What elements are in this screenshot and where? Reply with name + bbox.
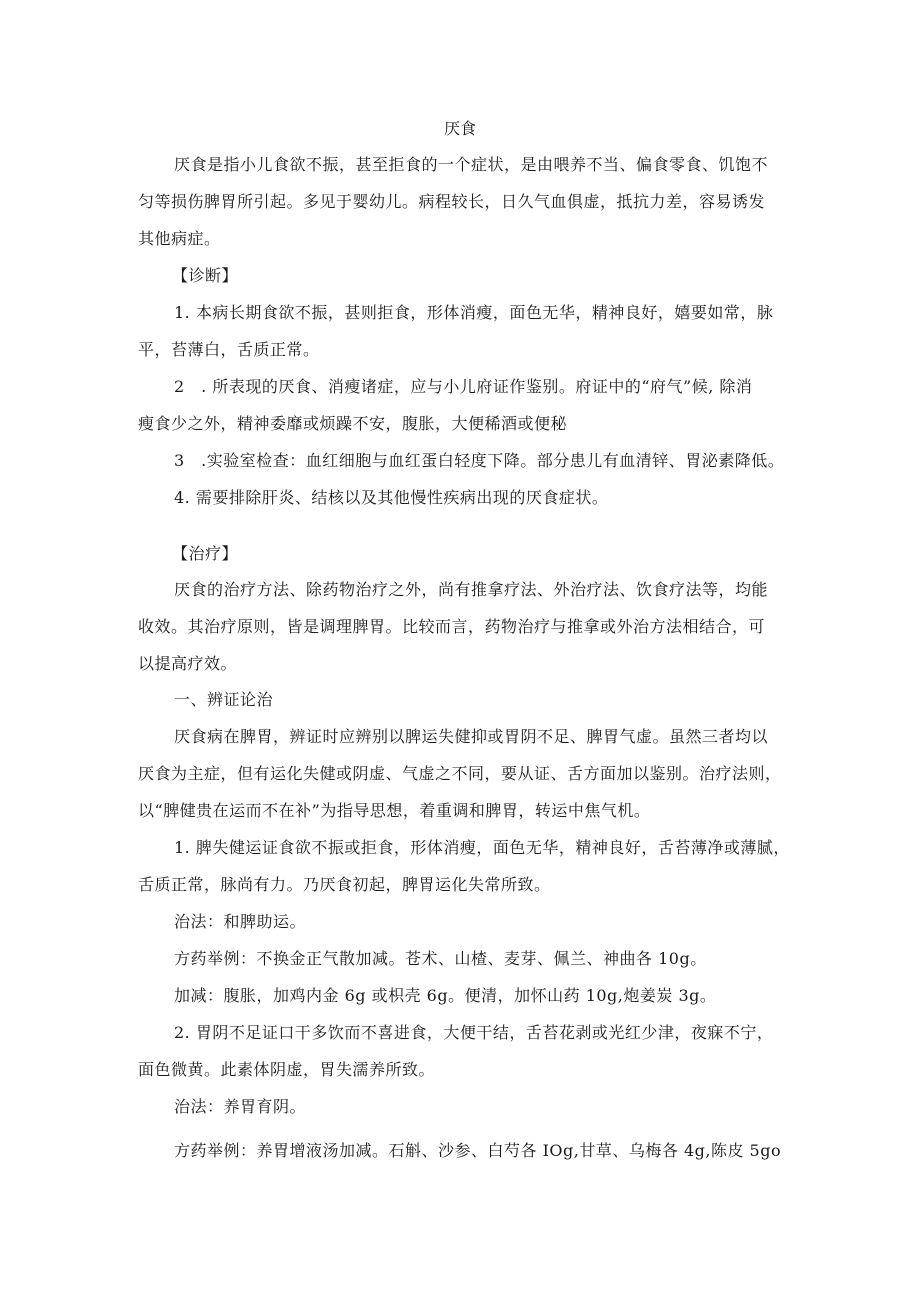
pattern-2-prescription: 方药举例：养胃增液汤加减。石斛、沙参、白芍各 IOg,甘草、乌梅各 4g,陈皮 5go [174,1141,782,1160]
document-title: 厌食 [443,119,476,138]
pattern-1-method: 治法：和脾助运。 [174,912,307,931]
diagnosis-item-3: 3 .实验室检查：血红细胞与血红蛋白轻度下降。部分患儿有血清锌、胃泌素降低。 [174,451,785,470]
pattern-1-line-2: 舌质正常，脉尚有力。乃厌食初起，脾胃运化失常所致。 [138,875,551,894]
pattern-2-method: 治法：养胃育阴。 [174,1097,307,1116]
differentiation-line-3: 以“脾健贵在运而不在补”为指导思想，着重调和脾胃，转运中焦气机。 [138,801,651,820]
section-heading-diagnosis: 【诊断】 [172,266,239,285]
pattern-2-line-1: 2. 胃阴不足证口干多饮而不喜进食，大便干结，舌苔花剥或光红少津，夜寐不宁， [174,1023,774,1042]
differentiation-line-2: 厌食为主症，但有运化失健或阴虚、气虚之不同，要从证、舌方面加以鉴别。治疗法则， [138,764,782,783]
pattern-1-line-1: 1. 脾失健运证食欲不振或拒食，形体消瘦，面色无华，精神良好，舌苔薄净或薄腻， [174,838,790,857]
section-heading-treatment: 【治疗】 [172,544,239,563]
subsection-heading: 一、辨证论治 [174,690,274,709]
intro-line-1: 厌食是指小儿食欲不振，甚至拒食的一个症状，是由喂养不当、偏食零食、饥饱不 [174,155,769,174]
pattern-1-prescription: 方药举例：不换金正气散加减。苍术、山楂、麦芽、佩兰、神曲各 10g。 [174,949,707,968]
pattern-2-line-2: 面色微黄。此素体阴虚，胃失濡养所致。 [138,1060,436,1079]
treatment-intro-line-2: 收效。其治疗原则，皆是调理脾胃。比较而言，药物治疗与推拿或外治方法相结合，可 [138,617,766,636]
diagnosis-item-2-line-2: 瘦食少之外，精神委靡或烦躁不安，腹胀，大便稀酒或便秘 [138,414,568,433]
intro-line-3: 其他病症。 [138,229,221,248]
diagnosis-item-1-line-2: 平，苔薄白，舌质正常。 [138,340,320,359]
diagnosis-item-1-line-1: 1. 本病长期食欲不振，甚则拒食，形体消瘦，面色无华，精神良好，嬉要如常，脉 [174,303,774,322]
diagnosis-item-4: 4. 需要排除肝炎、结核以及其他慢性疾病出现的厌食症状。 [174,488,609,507]
treatment-intro-line-1: 厌食的治疗方法、除药物治疗之外，尚有推拿疗法、外治疗法、饮食疗法等，均能 [174,580,769,599]
pattern-1-modification: 加减：腹胀，加鸡内金 6g 或枳壳 6g。便清，加怀山药 10g,炮姜炭 3g。 [174,986,717,1005]
diagnosis-item-2-line-1: 2 . 所表现的厌食、消瘦诸症，应与小儿府证作鉴别。府证中的“府气”候, 除消 [174,377,753,396]
intro-line-2: 匀等损伤脾胃所引起。多见于婴幼儿。病程较长，日久气血俱虚，抵抗力差，容易诱发 [138,192,766,211]
differentiation-line-1: 厌食病在脾胃，辨证时应辨别以脾运失健抑或胃阴不足、脾胃气虚。虽然三者均以 [174,727,769,746]
treatment-intro-line-3: 以提高疗效。 [138,654,238,673]
